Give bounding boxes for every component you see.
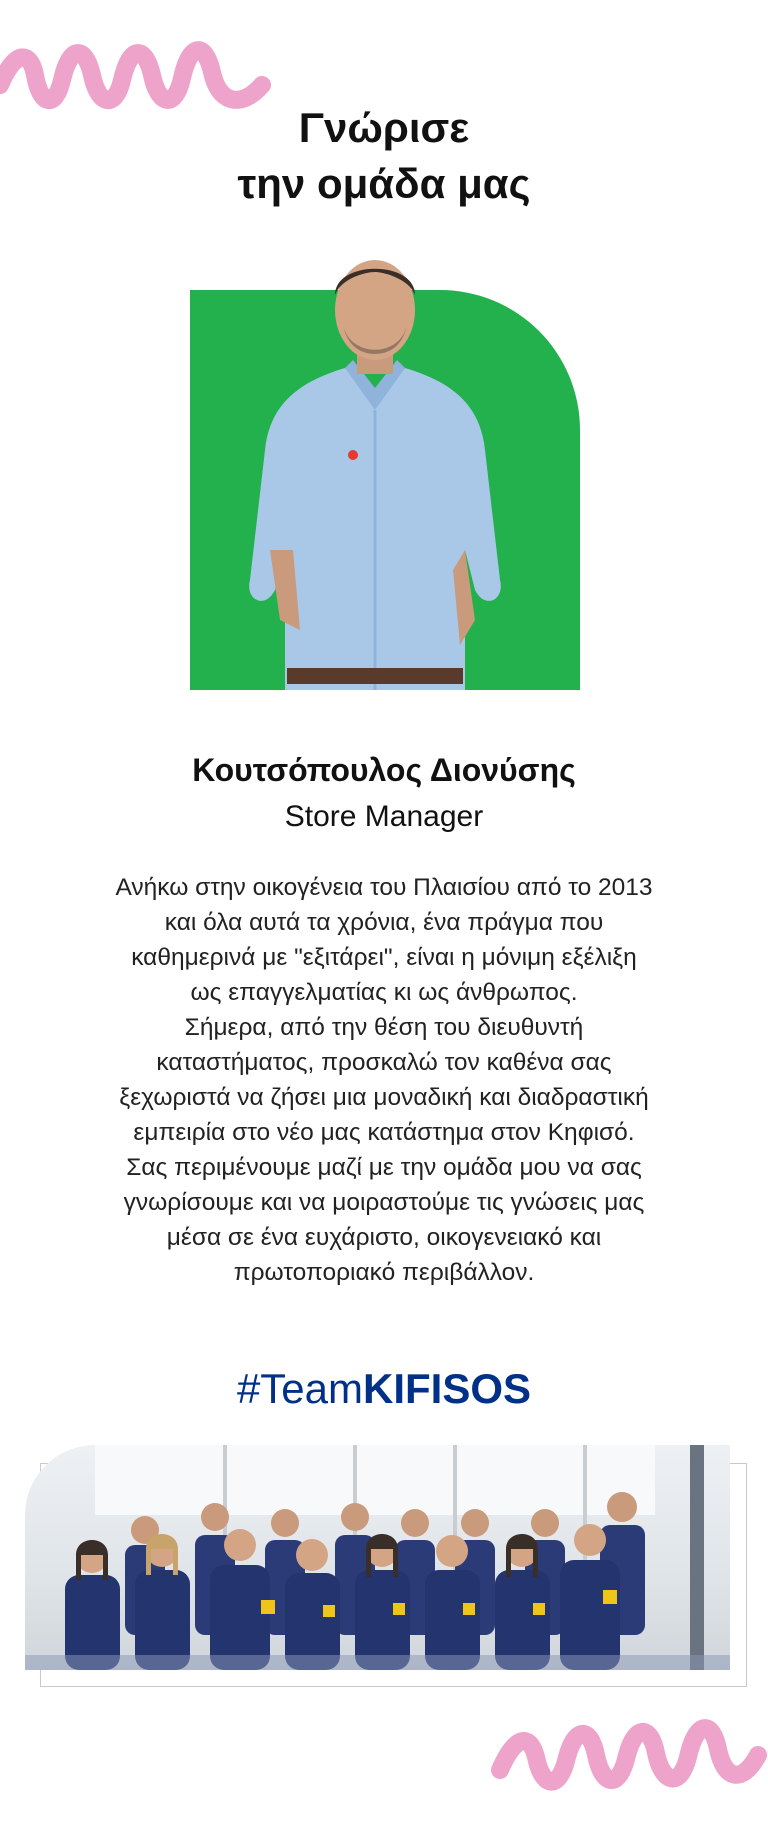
manager-photo: [225, 250, 525, 690]
bio-line: πρωτοποριακό περιβάλλον.: [233, 1259, 535, 1286]
manager-bio: [60, 870, 708, 1290]
manager-role: Store Manager: [284, 800, 484, 833]
team-photo: [25, 1445, 730, 1670]
bio-line: και όλα αυτά τα χρόνια, ένα πράγμα που: [164, 909, 604, 936]
bio-line: ξεχωριστά να ζήσει μια μοναδική και διαδραστική: [119, 1084, 649, 1111]
bio-line: εμπειρία στο νέο μας κατάστημα στον Κηφισό.: [133, 1119, 635, 1146]
bio-line: γνωρίσουμε και να μοιραστούμε τις γνώσεις μας: [123, 1189, 645, 1216]
bio-line: καθημερινά με "εξιτάρει", είναι η μόνιμη εξέλιξη: [131, 944, 637, 971]
pink-scribble-icon: [490, 1695, 768, 1805]
title-line-2: την ομάδα μας: [237, 160, 531, 207]
team-hashtag: [0, 1365, 768, 1413]
page-title: [0, 100, 768, 212]
bio-line: Σήμερα, από την θέση του διευθυντή: [184, 1014, 584, 1041]
title-line-1: Γνώρισε: [298, 104, 470, 151]
manager-portrait: [190, 250, 580, 690]
team-group-image: [25, 1445, 730, 1670]
bio-line: Ανήκω στην οικογένεια του Πλαισίου από το 2013: [115, 874, 653, 901]
bio-line: Σας περιμένουμε μαζί με την ομάδα μου να σας: [126, 1154, 642, 1181]
manager-name: Κουτσόπουλος Διονύσης: [192, 752, 576, 788]
hashtag-prefix: #Team: [236, 1365, 364, 1412]
bio-line: μέσα σε ένα ευχάριστο, οικογενειακό και: [166, 1224, 602, 1251]
bio-line: καταστήματος, προσκαλώ τον καθένα σας: [156, 1049, 612, 1076]
bio-line: ως επαγγελματίας κι ως άνθρωπος.: [190, 979, 578, 1006]
hashtag-bold: KIFISOS: [363, 1365, 532, 1412]
